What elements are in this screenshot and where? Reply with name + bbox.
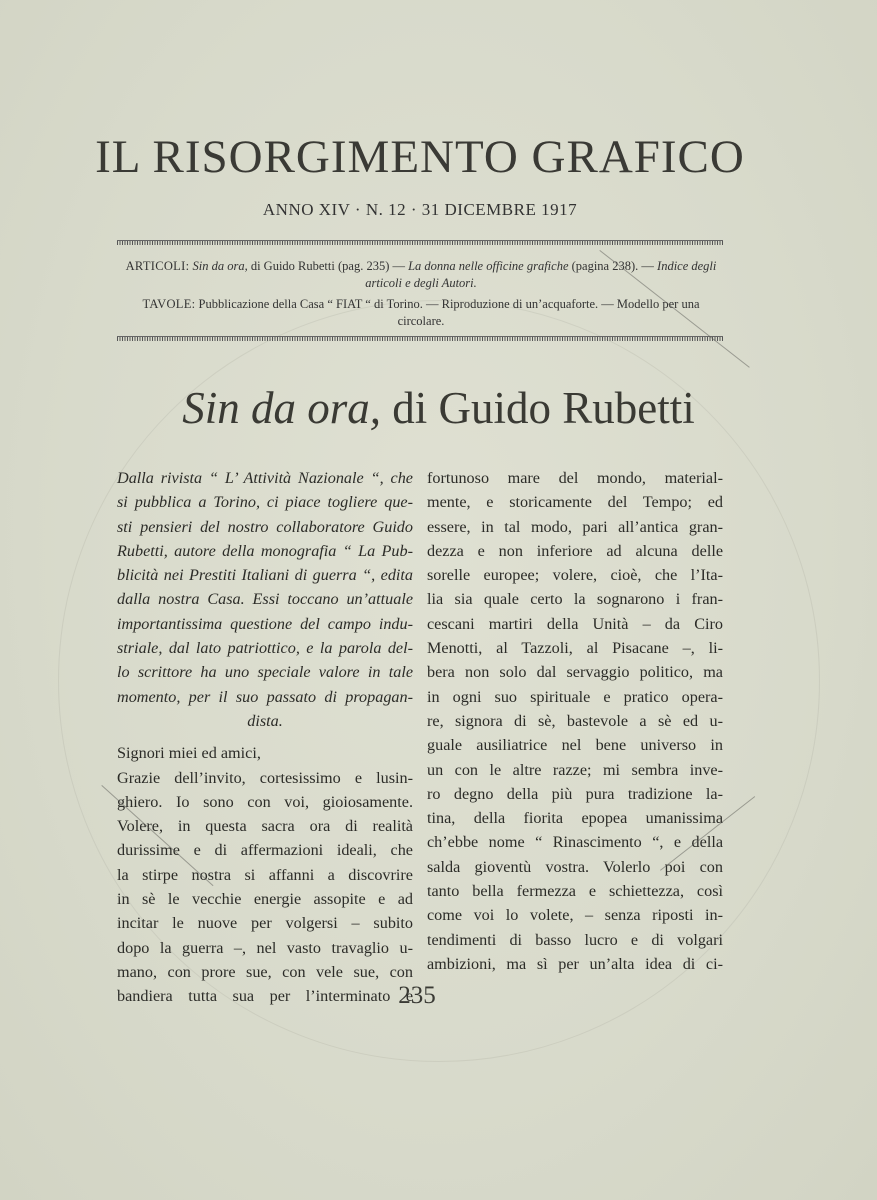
top-divider <box>117 240 723 245</box>
right_lines-line: fortunoso mare del mondo, material- <box>427 469 723 487</box>
intro_lines-line: striale, dal lato patriottico, e la parola del- <box>117 639 413 658</box>
bottom-divider <box>117 336 723 341</box>
left_lines-line: in sè le vecchie energie assopite e ad <box>117 890 413 909</box>
right_lines-line: salda gioventù vostra. Volerlo poi con <box>427 857 723 876</box>
right_lines-line: tanto bella fermezza e schiettezza, così <box>427 882 723 901</box>
intro_lines-line: dista. <box>247 711 283 730</box>
right_lines-line: guale ausiliatrice nel bene universo in <box>427 736 723 755</box>
intro_lines-line: si pubblica a Torino, ci piace togliere que- <box>117 493 413 512</box>
intro_lines-line: momento, per il suo passato di propagan- <box>117 687 413 706</box>
right_lines-line: re, signora di sè, bastevole a sè ed u- <box>427 711 723 730</box>
left_lines-line: Volere, in questa sacra ora di realità <box>117 817 413 836</box>
right_lines-line: dezza e non inferiore ad alcuna delle <box>427 541 723 560</box>
articoli-item-5: Indice degli articoli e degli Autori. <box>365 259 717 290</box>
tavole-text: Pubblicazione della Casa “ FIAT “ di Torino. — Riproduzione di un’acquaforte. — Modello per una circolare. <box>195 297 700 328</box>
right_lines-line: ch’ebbe nome “ Rinascimento “, e della <box>427 833 723 852</box>
intro_lines-line: Dalla rivista “ L’ Attività Nazionale “, che <box>117 469 413 487</box>
articoli-item-1: Sin da ora, <box>192 259 248 273</box>
articoli-item-3: La donna nelle officine grafiche <box>408 259 569 273</box>
right-column <box>427 466 723 976</box>
left-body <box>117 741 413 1008</box>
left-column <box>117 466 413 1009</box>
right_lines-line: Menotti, al Tazzoli, al Pisacane –, li- <box>427 639 723 658</box>
right_lines-line: cescani martiri della Unità – da Ciro <box>427 614 723 633</box>
right_lines-line: ro degno della più pura tradizione la- <box>427 784 723 803</box>
right_lines-line: sorelle europee; volere, cioè, che l’Ita- <box>427 566 723 585</box>
intro_lines-line: sti pensieri del nostro collaboratore Guido <box>117 517 413 536</box>
articoli-paragraph <box>125 258 717 292</box>
intro_lines-line: dalla nostra Casa. Essi toccano un’attuale <box>117 590 413 609</box>
intro_lines-line: Rubetti, autore della monografia “ La Pub- <box>117 541 413 560</box>
right_lines-line: tina, della fiorita epopea umanissima <box>427 809 723 828</box>
right_lines-line: bera non solo dal servaggio politico, ma <box>427 663 723 682</box>
left_lines-line: la stirpe nostra si affanni a discovrire <box>117 865 413 884</box>
right_lines-line: come voi lo volete, – senza riposti in- <box>427 906 723 925</box>
article-title <box>0 382 877 434</box>
tavole-label: TAVOLE: <box>142 297 196 311</box>
left_lines-line: Signori miei ed amici, <box>117 744 261 763</box>
left_lines-line: ghiero. Io sono con voi, gioiosamente. <box>117 792 413 811</box>
masthead-title: IL RISORGIMENTO GRAFICO <box>95 131 745 183</box>
right_lines-line: in ogni suo spirituale e pratico opera- <box>427 687 723 706</box>
intro_lines-line: blicità nei Prestiti Italiani di guerra “, edita <box>117 566 413 585</box>
right_lines-line: un con le altre razze; mi sembra inve- <box>427 760 723 779</box>
left_lines-line: bandiera tutta sua per l’interminato e <box>117 987 413 1006</box>
articoli-item-2: di Guido Rubetti (pag. 235) — <box>247 259 409 273</box>
article-title-rest: di Guido Rubetti <box>381 383 695 433</box>
right_lines-line: essere, in tal modo, pari all’antica gran- <box>427 517 723 536</box>
right_lines-line: lia sia quale certo la sognarono i fran- <box>427 590 723 609</box>
article-title-italic: Sin da ora, <box>182 383 381 433</box>
left_lines-line: durissime e di affermazioni ideali, che <box>117 841 413 860</box>
articoli-item-4: (pagina 238). — <box>568 259 658 273</box>
contents-block <box>125 258 717 334</box>
left_lines-line: Grazie dell’invito, cortesissimo e lusin- <box>117 768 413 787</box>
intro_lines-line: lo scrittore ha uno speciale valore in tale <box>117 663 413 682</box>
left_lines-line: mano, con prore sue, con vele sue, con <box>117 962 413 981</box>
tavole-paragraph <box>125 296 717 330</box>
right_lines-line: mente, e storicamente del Tempo; ed <box>427 493 723 512</box>
issue-line: ANNO XIV · N. 12 · 31 DICEMBRE 1917 <box>262 200 578 219</box>
right_lines-line: tendimenti di basso lucro e di volgari <box>427 930 723 949</box>
intro_lines-line: importantissima questione del campo indu- <box>117 614 413 633</box>
intro-paragraph <box>117 466 413 733</box>
left_lines-line: incitar le nuove per volgersi – subito <box>117 914 413 933</box>
articoli-label: ARTICOLI: <box>125 259 190 273</box>
right_lines-line: ambizioni, ma sì per un’alta idea di ci- <box>427 954 723 973</box>
left_lines-line: dopo la guerra –, nel vasto travaglio u- <box>117 938 413 957</box>
page-number: 235 <box>398 982 436 1009</box>
